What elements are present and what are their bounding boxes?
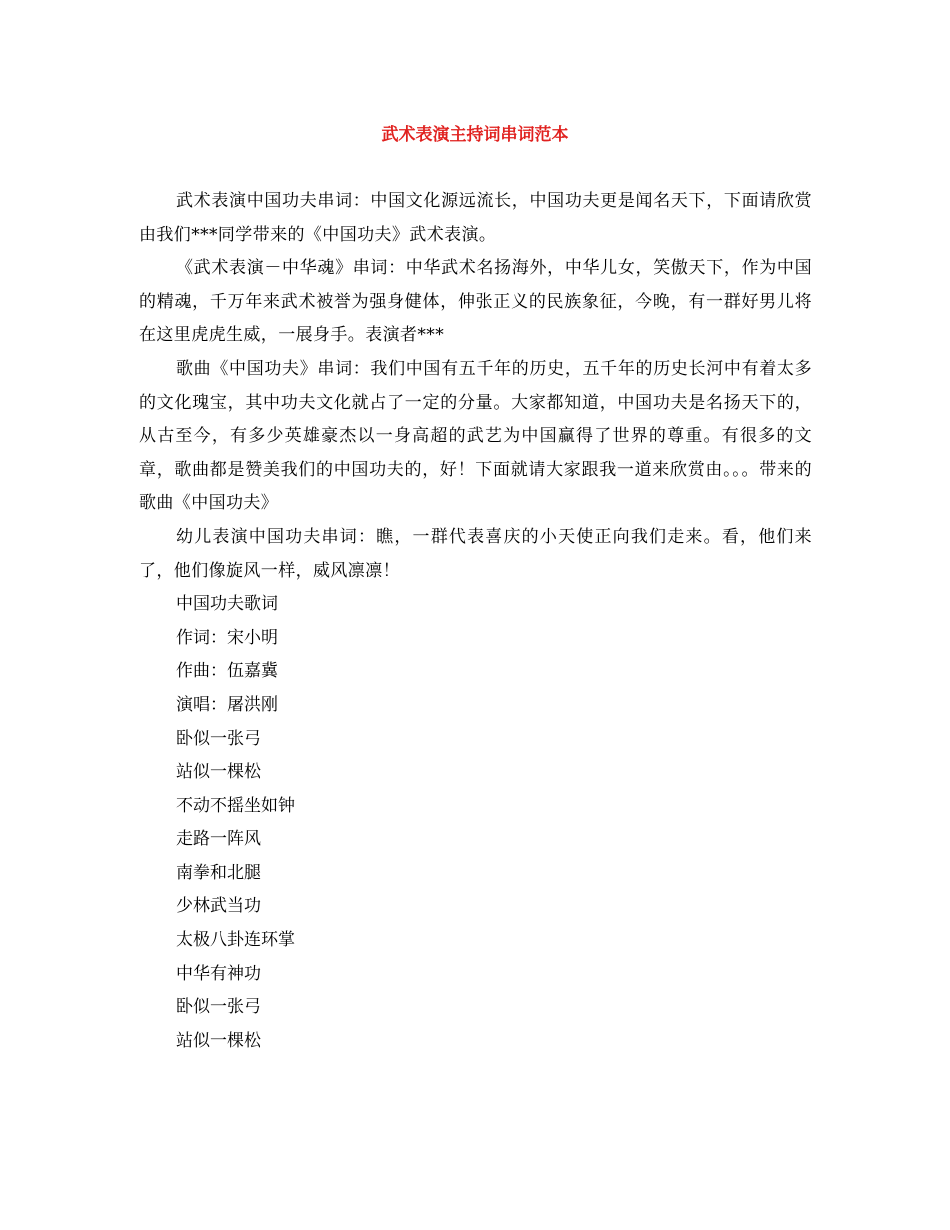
lyrics-lyricist: 作词：宋小明 [176,627,278,648]
lyric-line: 走路一阵风 [176,829,261,850]
document-title: 武术表演主持词串词范本 [381,125,569,145]
lyric-line: 少林武当功 [176,896,261,917]
paragraph-1: 武术表演中国功夫串词：中国文化源远流长，中国功夫更是闻名天下，下面请欣赏由我们***同学带来的《中国功夫》武术表演。 [139,191,812,245]
lyrics-heading: 中国功夫歌词 [176,594,278,615]
lyric-line: 南拳和北腿 [176,862,261,883]
document-body [139,185,812,1058]
lyric-line: 卧似一张弓 [176,997,261,1018]
lyrics-composer: 作曲：伍嘉冀 [176,661,278,682]
lyric-line: 不动不摇坐如钟 [176,795,295,816]
lyric-line: 站似一棵松 [176,1030,261,1051]
lyric-line: 太极八卦连环掌 [176,930,295,951]
paragraph-3: 歌曲《中国功夫》串词：我们中国有五千年的历史，五千年的历史长河中有着太多的文化瑰宝，其中功夫文化就占了一定的分量。大家都知道，中国功夫是名扬天下的，从古至今，有多少英雄豪杰以一身高超的武艺为中国赢得了世界的尊重。有很多的文章，歌曲都是赞美我们的中国功夫的，好！下面就请大家跟我一道来欣赏由。。。带来的歌曲《中国功夫》 [139,358,812,514]
lyrics-singer: 演唱：屠洪刚 [176,694,278,715]
lyric-line: 中华有神功 [176,963,261,984]
lyric-line: 卧似一张弓 [176,728,261,749]
paragraph-4: 幼儿表演中国功夫串词：瞧，一群代表喜庆的小天使正向我们走来。看，他们来了，他们像旋风一样，威风凛凛！ [139,526,812,581]
lyric-line: 站似一棵松 [176,762,261,783]
paragraph-2: 《武术表演－中华魂》串词：中华武术名扬海外，中华儿女，笑傲天下，作为中国的精魂，千万年来武术被誉为强身健体，伸张正义的民族象征，今晚，有一群好男儿将在这里虎虎生威，一展身手。表演者*** [139,258,812,346]
